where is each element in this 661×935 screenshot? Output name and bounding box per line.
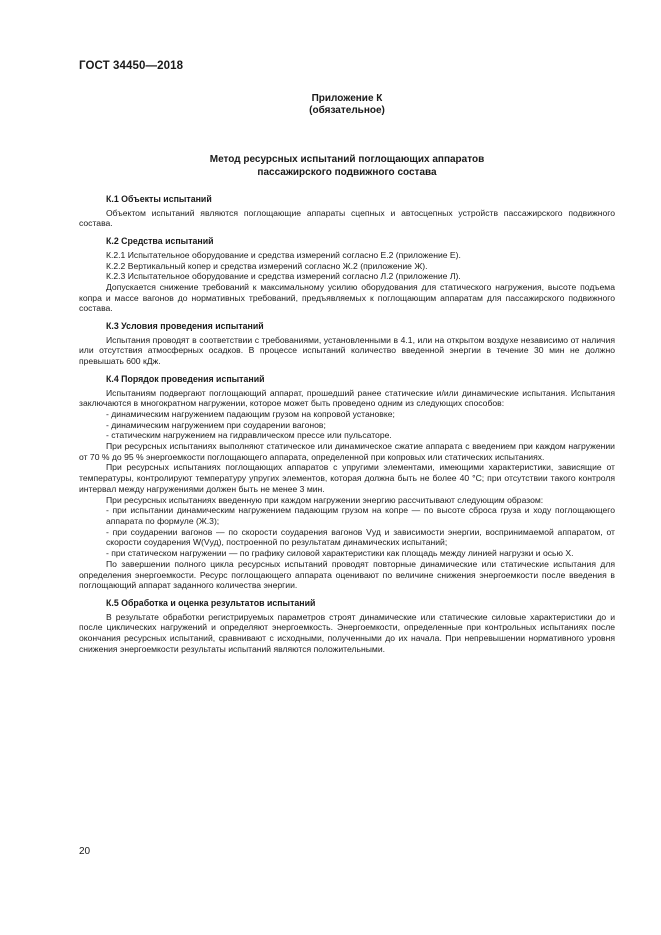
list-item: - при испытании динамическим нагружением падающим грузом на копре — по высоте сброса груза и ходу поглощающего аппарата по формуле (Ж.3); <box>106 505 615 526</box>
paragraph: К.2.3 Испытательное оборудование и средства измерений согласно Л.2 (приложение Л). <box>106 271 461 282</box>
section-k1 <box>79 194 615 229</box>
paragraph: При ресурсных испытаниях выполняют статическое или динамическое сжатие аппарата с введением при каждом нагружении от 70 % до 95 % энергоемкости поглощающего аппарата, определенной при копровых или статических испытаниях. <box>79 441 615 462</box>
list-item: - динамическим нагружением падающим грузом на копровой установке; <box>106 408 395 419</box>
document-title <box>79 153 615 179</box>
annex-title: Приложение К <box>311 93 383 104</box>
section-heading: К.2 Средства испытаний <box>106 236 214 247</box>
annex-heading <box>79 93 615 117</box>
paragraph: Допускается снижение требований к максимальному усилию оборудования для статического нагружения, высоте подъема копра и массе вагонов до нормативных требований, предъявляемых к поглощающим аппаратам для пассажирского подвижного состава. <box>79 281 615 314</box>
section-k3 <box>79 321 615 367</box>
document-title-line-2: пассажирского подвижного состава <box>257 167 437 178</box>
paragraph: Испытаниям подвергают поглощающий аппарат, прошедший ранее статические и/или динамические испытания. Испытания заключаются в многократном нагружении, которое может быть проведено одним из следующих способов: <box>79 387 615 409</box>
list-item: - при статическом нагружении — по графику силовой характеристики как площадь между линией нагрузки и осью X. <box>106 548 574 559</box>
document-title-line-1: Метод ресурсных испытаний поглощающих аппаратов <box>209 154 485 165</box>
paragraph: Испытания проводят в соответствии с требованиями, установленными в 4.1, или на открытом воздухе независимо от наличия или отсутствия атмосферных осадков. В процессе испытаний количество введенной энергии в течение 30 мин не должно превышать 600 кДж. <box>79 334 615 367</box>
annex-status: (обязательное) <box>309 105 385 116</box>
paragraph: К.2.2 Вертикальный копер и средства измерений согласно Ж.2 (приложение Ж). <box>106 260 428 271</box>
document-body <box>79 194 615 661</box>
standard-code: ГОСТ 34450—2018 <box>79 60 184 72</box>
paragraph: При ресурсных испытаниях поглощающих аппаратов с упругими элементами, имеющими характеристики, зависящие от температуры, контролируют температуру упругих элементов, которая должна быть не более 40 °С; при отсутствии такого контроля интервал между нагружениями должен быть не менее 3 мин. <box>79 462 615 494</box>
section-heading: К.3 Условия проведения испытаний <box>106 321 264 332</box>
section-heading: К.5 Обработка и оценка результатов испытаний <box>106 597 316 608</box>
list-item: - динамическим нагружением при соударении вагонов; <box>106 419 326 430</box>
section-heading: К.4 Порядок проведения испытаний <box>106 373 265 384</box>
section-k5 <box>79 598 615 655</box>
page-number: 20 <box>79 846 91 857</box>
list-item: - статическим нагружением на гидравлическом прессе или пульсаторе. <box>106 430 392 441</box>
section-heading: К.1 Объекты испытаний <box>106 194 212 204</box>
paragraph: В результате обработки регистрируемых параметров строят динамические или статические силовые характеристики до и после циклических нагружений и определяют энергоемкость. Энергоемкости, определенные при контрольных испытаниях после окончания ресурсных испытаний, сравнивают с исходными, полученными до их начала. При непревышении нормативного уровня снижения энергоемкости результаты испытаний являются положительными. <box>79 611 615 654</box>
paragraph: При ресурсных испытаниях введенную при каждом нагружении энергию рассчитывают следующим образом: <box>106 494 544 505</box>
paragraph: По завершении полного цикла ресурсных испытаний проводят повторные динамические или статические испытания для определения энергоемкости. Ресурс поглощающего аппарата оценивают по величине снижения энергоемкости после введения в поглощающий аппарат заданного количества энергии. <box>79 558 615 591</box>
list-item: - при соударении вагонов — по скорости соударения вагонов Vуд и зависимости энергии, воспринимаемой аппаратом, от скорости соударения W(Vуд), построенной по результатам динамических испытаний; <box>106 526 615 548</box>
section-k4 <box>79 374 615 591</box>
paragraph: К.2.1 Испытательное оборудование и средства измерений согласно Е.2 (приложение Е). <box>106 249 461 260</box>
paragraph: Объектом испытаний являются поглощающие аппараты сцепных и автосцепных устройств пассажирского подвижного состава. <box>79 207 615 229</box>
section-k2 <box>79 236 615 314</box>
